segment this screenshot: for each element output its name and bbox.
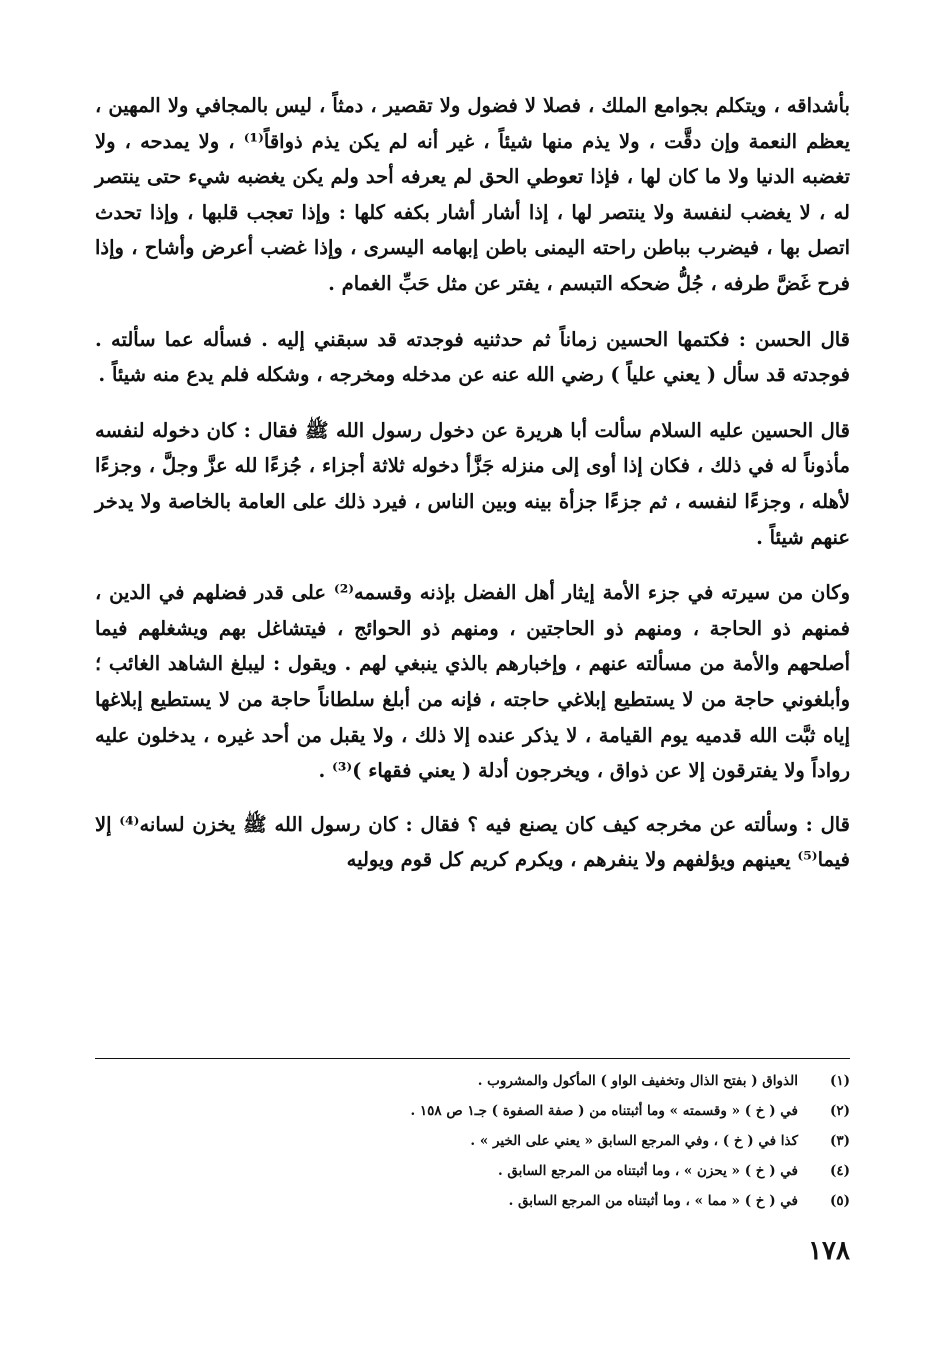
paragraph-2: قال الحسن : فكتمها الحسين زماناً ثم حدثنيه فوجدته قد سبقني إليه . فسأله عما سألته . فوجدته قد سأل ( يعني علياً ) رضي الله عنه عن مدخله ومخرجه ، وشكله فلم يدع منه شيئاً . (95, 327, 850, 387)
footnote-text: في ( خ ) « يحزن » ، وما أثبتناه من المرجع السابق . (497, 1163, 798, 1179)
footnote-text: في ( خ ) « وقسمته » وما أثبتناه من ( صفة الصفوة ) جـ١ ص ١٥٨ . (410, 1103, 798, 1119)
footnote-5 (95, 1186, 850, 1216)
paragraph-4: وكان من سيرته في جزء الأمة إيثار أهل الفضل بإذنه وقسمه⁽²⁾ على قدر فضلهم في الدين ، فمنهم ذو الحاجة ، ومنهم ذو الحاجتين ، ومنهم ذو الحوائج ، فيتشاغل بهم ويشغلهم فيما أصلحهم والأمة من مسألته عنهم ، وإخبارهم بالذي ينبغي لهم . ويقول : ليبلغ الشاهد الغائب ؛ وأبلغوني حاجة من لا يستطيع إبلاغي حاجته ، فإنه من أبلغ سلطاناً حاجة من لا يستطيع إبلاغها إياه ثبَّت الله قدميه يوم القيامة ، لا يذكر عنده إلا ذلك ، ولا يقبل من أحد غيره ، يدخلون عليه رواداً ولا يفترقون إلا عن ذواق ، ويخرجون أدلة ( يعني فقهاء )⁽³⁾ . (95, 581, 851, 783)
footnote-number: (٣) (829, 1133, 850, 1149)
footnote-3 (95, 1126, 850, 1156)
footnotes (95, 1066, 850, 1216)
footnote-divider (95, 1058, 850, 1059)
footnote-number: (٤) (829, 1163, 850, 1179)
footnote-number: (٥) (829, 1193, 850, 1209)
paragraph-1: بأشداقه ، ويتكلم بجوامع الملك ، فصلا لا فضول ولا تقصير ، دمثاً ، ليس بالمجافي ولا المهين ، يعظم النعمة وإن دقَّت ، ولا يذم منها شيئاً ، غير أنه لم يكن يذم ذواقاً⁽¹⁾ ، ولا يمدحه ، ولا تغضبه الدنيا ولا ما كان لها ، فإذا تعوطي الحق لم يعرفه أحد ولم يكن يغضبه شيء حتى ينتصر له ، لا يغضب لنفسة ولا ينتصر لها ، إذا أشار أشار بكفه كلها : وإذا تعجب قلبها ، وإذا تحدث اتصل بها ، فيضرب بباطن راحته اليمنى باطن إبهامه اليسرى ، وإذا غضب أعرض وأشاح ، وإذا فرح غَضَّ طرفه ، جُلُّ ضحكه التبسم ، يفتر عن مثل حَبِّ الغمام . (95, 94, 850, 295)
footnote-2 (95, 1096, 850, 1126)
footnote-number: (٢) (829, 1103, 850, 1119)
paragraph-3: قال الحسين عليه السلام سألت أبا هريرة عن دخول رسول الله ﷺ فقال : كان دخوله لنفسه مأذوناً له في ذلك ، فكان إذا أوى إلى منزله جَزَّأ دخوله ثلاثة أجزاء ، جُزءًا لله عزَّ وجلَّ ، وجزءًا لأهله ، وجزءًا لنفسه ، ثم جزءًا جزأة بينه وبين الناس ، فيرد ذلك على العامة بالخاصة ولا يدخر عنهم شيئاً . (95, 418, 850, 549)
footnote-text: كذا في ( خ ) ، وفي المرجع السابق « يعني على الخير » . (470, 1133, 798, 1149)
page-number: ١٧٨ (808, 1236, 850, 1266)
footnote-text: الذواق ( بفتح الذال وتخفيف الواو ) المأكول والمشروب . (477, 1073, 798, 1089)
paragraph-5: قال : وسألته عن مخرجه كيف كان يصنع فيه ؟ فقال : كان رسول الله ﷺ يخزن لسانه⁽⁴⁾ إلا فيما⁽⁵⁾ يعينهم ويؤلفهم ولا ينفرهم ، ويكرم كريم كل قوم ويوليه (95, 812, 850, 872)
footnote-number: (١) (829, 1073, 850, 1089)
main-text (95, 88, 850, 878)
footnote-4 (95, 1156, 850, 1186)
footnote-text: في ( خ ) « مما » ، وما أثبتناه من المرجع السابق . (508, 1193, 798, 1209)
footnote-1 (95, 1066, 850, 1096)
